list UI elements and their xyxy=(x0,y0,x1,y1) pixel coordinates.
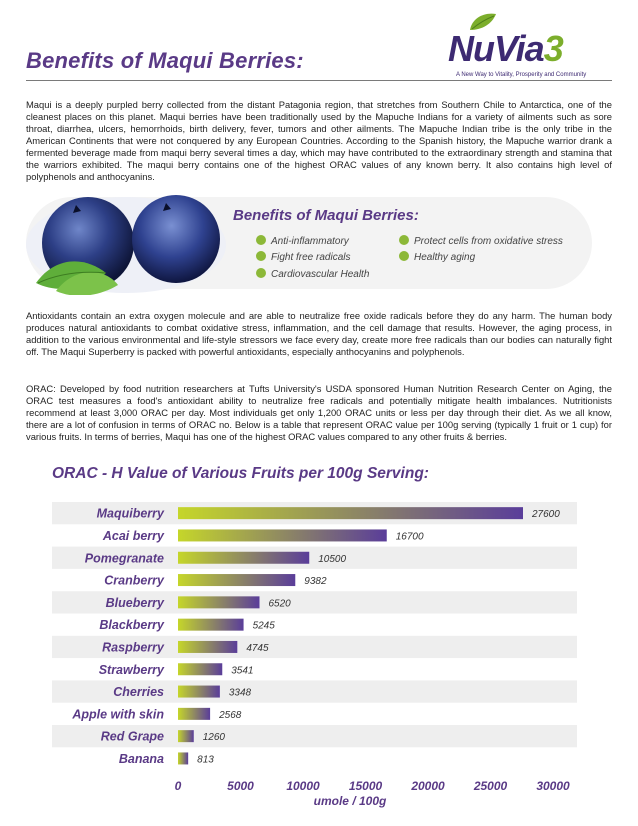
nuvia-logo xyxy=(440,12,620,84)
bullet-dot-icon xyxy=(256,251,266,261)
bar-value-label: 6520 xyxy=(268,598,291,610)
maqui-berries-image xyxy=(26,195,226,295)
benefit-item: Cardiovascular Health xyxy=(256,268,369,280)
bar-value-label: 2568 xyxy=(219,709,242,721)
category-label: Cranberry xyxy=(104,573,164,588)
category-label: Maquiberry xyxy=(96,506,164,521)
benefit-item: Fight free radicals xyxy=(256,251,350,263)
category-label: Cherries xyxy=(113,685,164,700)
bar-value-label: 16700 xyxy=(395,531,424,543)
x-tick-label: 30000 xyxy=(536,779,570,793)
bar-value-label: 1260 xyxy=(202,732,225,744)
bullet-dot-icon xyxy=(399,235,409,245)
bar-value-label: 9382 xyxy=(304,576,327,588)
category-label: Strawberry xyxy=(98,662,164,677)
bar xyxy=(178,663,222,675)
orac-paragraph: ORAC: Developed by food nutrition researchers at Tufts University's USDA sponsored Human Nutrition Research Center on Aging, the ORAC test measures a food's antioxidant ability to neutralize free radicals and potentially mitigate health imbalances. Nutritionists recommend at least 3,000 ORAC per day. Most individuals get only 1,200 ORAC units or less per day through their diet. As we all know, there are a lot of confusion in terms of ORAC no. Below is a table that represent ORAC value per 100g serving (typically 1 fruit or 1 cup) for various fruits. In terms of berries, Maqui has one of the highest ORAC values compared to any other fruits & berries. xyxy=(26,383,612,442)
category-label: Blueberry xyxy=(105,595,164,610)
benefit-item: Healthy aging xyxy=(399,251,475,263)
title-divider xyxy=(26,80,612,81)
bar-value-label: 3541 xyxy=(231,665,254,677)
bar xyxy=(178,529,387,541)
bar-value-label: 3348 xyxy=(228,687,252,699)
bar-value-label: 5245 xyxy=(252,620,275,632)
bar xyxy=(178,596,260,608)
x-tick-label: 15000 xyxy=(348,779,383,793)
x-tick-label: 5000 xyxy=(227,779,254,793)
bar xyxy=(178,730,194,742)
bar-value-label: 4745 xyxy=(246,642,269,654)
x-tick-label: 25000 xyxy=(473,779,508,793)
benefit-item: Protect cells from oxidative stress xyxy=(399,235,563,247)
bar xyxy=(178,686,220,698)
bar-value-label: 27600 xyxy=(532,509,560,521)
bar xyxy=(178,507,523,519)
logo-wordmark: NuVia3 xyxy=(448,28,563,69)
bullet-dot-icon xyxy=(256,268,266,278)
x-axis-label: umole / 100g xyxy=(313,794,387,808)
page-title: Benefits of Maqui Berries: xyxy=(26,48,304,73)
category-label: Acai berry xyxy=(102,528,164,543)
x-tick-label: 10000 xyxy=(286,779,320,793)
bar xyxy=(178,574,295,586)
bullet-dot-icon xyxy=(399,251,409,261)
logo-tagline: A New Way to Vitality, Prosperity and Community xyxy=(456,72,587,78)
x-tick-label: 0 xyxy=(174,779,182,793)
intro-paragraph: Maqui is a deeply purpled berry collected from the distant Patagonia region, that stretches from Southern Chile to Antarctica, one of the cleanest places on this planet. Maqui berries have been traditionally used by the Mapuche Indians for a variety of ailments such as sore throat, diarrhea, ulcers, hemorrhoids, birth delivery, fever, tumors and other ailments. The Mapuche Indian tribe is the only tribe in the American Continents that were not conquered by any European Countries. According to the Spanish history, the Mapuche warrior drank a fermented beverage made from maqui berry several times a day, which may have contributed to the extraordinary strength and stamina that the warriors exhibited. The maqui berry contains one of the highest ORAC values of any known berry. It also contains high level of polyphenols and anthocyanins. xyxy=(26,99,612,182)
bar-value-label: 813 xyxy=(197,754,214,766)
banner-title: Benefits of Maqui Berries: xyxy=(233,207,419,224)
category-label: Apple with skin xyxy=(72,707,164,722)
orac-bar-chart xyxy=(0,490,638,820)
bar xyxy=(178,641,237,653)
bar xyxy=(178,752,188,764)
category-label: Raspberry xyxy=(102,640,164,655)
category-label: Red Grape xyxy=(100,729,164,744)
x-tick-label: 20000 xyxy=(411,779,445,793)
bullet-dot-icon xyxy=(256,235,266,245)
bar xyxy=(178,708,210,720)
chart-title: ORAC - H Value of Various Fruits per 100g Serving: xyxy=(52,465,429,482)
antioxidants-paragraph: Antioxidants contain an extra oxygen molecule and are able to neutralize free oxide radicals before they do any harm. The human body produces natural antioxidants to combat oxidative stress, inflammation, and the cell damage that results. However, the aging process, in addition to the various environmental and life-style stressors we face every day, create more free radicals than our bodies can naturally fight off. The Maqui Superberry is packed with powerful antioxidants, especially anthocyanins and polyphenols. xyxy=(26,310,612,357)
benefit-item: Anti-inflammatory xyxy=(256,235,349,247)
bar-value-label: 10500 xyxy=(318,553,347,565)
category-label: Blackberry xyxy=(99,618,164,633)
bar xyxy=(178,552,309,564)
category-label: Banana xyxy=(118,751,164,766)
category-label: Pomegranate xyxy=(84,551,164,566)
bar xyxy=(178,619,244,631)
